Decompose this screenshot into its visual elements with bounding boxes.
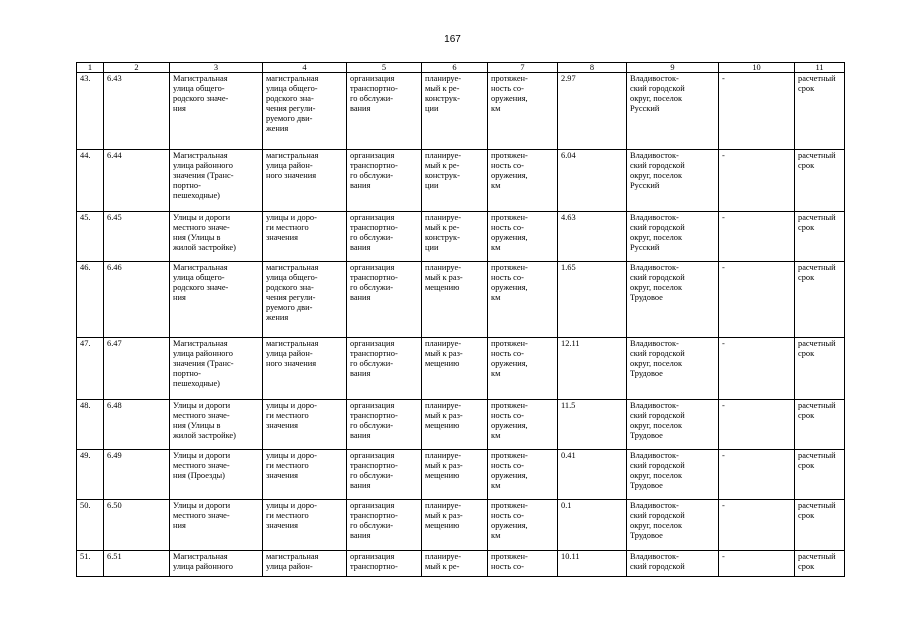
table-cell-col-3: Улицы и дороги местного значе- ния (Проезды)	[170, 450, 263, 500]
planning-table	[76, 62, 845, 577]
table-cell-col-11: расчетный срок	[795, 450, 845, 500]
table-row	[77, 450, 845, 500]
table-cell-col-1: 49.	[77, 450, 104, 500]
table-cell-col-6: планируе- мый к раз- мещению	[422, 500, 488, 551]
table-cell-col-9: Владивосток- ский городской округ, поселок Трудовое	[627, 400, 719, 450]
table-cell-col-5: организация транспортно- го обслужи- вания	[347, 450, 422, 500]
table-cell-col-1: 43.	[77, 73, 104, 150]
column-header-5: 5	[347, 63, 422, 73]
table-cell-col-5: организация транспортно- го обслужи- вания	[347, 212, 422, 262]
table-cell-col-5: организация транспортно- го обслужи- вания	[347, 500, 422, 551]
table-cell-col-3: Магистральная улица общего- родского значе- ния	[170, 262, 263, 338]
table-cell-col-10: -	[719, 338, 795, 400]
table-cell-col-7: протяжен- ность со- оружения, км	[488, 150, 558, 212]
table-row	[77, 400, 845, 450]
table-cell-col-2: 6.48	[104, 400, 170, 450]
table-cell-col-5: организация транспортно- го обслужи- вания	[347, 338, 422, 400]
table-cell-col-11: расчетный срок	[795, 400, 845, 450]
column-header-1: 1	[77, 63, 104, 73]
table-row	[77, 500, 845, 551]
table-cell-col-3: Улицы и дороги местного значе- ния (Улицы в жилой застройке)	[170, 212, 263, 262]
table-cell-col-8: 0.1	[558, 500, 627, 551]
table-cell-col-4: улицы и доро- ги местного значения	[263, 400, 347, 450]
table-cell-col-6: планируе- мый к ре-	[422, 551, 488, 577]
column-header-10: 10	[719, 63, 795, 73]
table-cell-col-10: -	[719, 500, 795, 551]
table-cell-col-9: Владивосток- ский городской округ, поселок Трудовое	[627, 262, 719, 338]
table-cell-col-4: магистральная улица район- ного значения	[263, 338, 347, 400]
table-cell-col-2: 6.43	[104, 73, 170, 150]
table-cell-col-8: 10.11	[558, 551, 627, 577]
table-cell-col-3: Улицы и дороги местного значе- ния	[170, 500, 263, 551]
table-cell-col-4: магистральная улица общего- родского зна- чения регули- руемого дви- жения	[263, 262, 347, 338]
table-cell-col-9: Владивосток- ский городской	[627, 551, 719, 577]
table-cell-col-9: Владивосток- ский городской округ, поселок Трудовое	[627, 338, 719, 400]
table-cell-col-4: магистральная улица район-	[263, 551, 347, 577]
table-cell-col-7: протяжен- ность со- оружения, км	[488, 450, 558, 500]
table-cell-col-1: 47.	[77, 338, 104, 400]
column-header-6: 6	[422, 63, 488, 73]
table-cell-col-8: 2.97	[558, 73, 627, 150]
table-cell-col-11: расчетный срок	[795, 212, 845, 262]
table-cell-col-2: 6.44	[104, 150, 170, 212]
table-cell-col-1: 46.	[77, 262, 104, 338]
table-cell-col-9: Владивосток- ский городской округ, поселок Трудовое	[627, 450, 719, 500]
table-body	[77, 73, 845, 577]
column-header-9: 9	[627, 63, 719, 73]
table-cell-col-8: 4.63	[558, 212, 627, 262]
table-cell-col-7: протяжен- ность со- оружения, км	[488, 73, 558, 150]
table-cell-col-3: Магистральная улица районного значения (Транс- портно- пешеходные)	[170, 150, 263, 212]
column-header-4: 4	[263, 63, 347, 73]
column-header-3: 3	[170, 63, 263, 73]
table-cell-col-5: организация транспортно- го обслужи- вания	[347, 150, 422, 212]
table-cell-col-8: 6.04	[558, 150, 627, 212]
table-row	[77, 262, 845, 338]
table-cell-col-11: расчетный срок	[795, 551, 845, 577]
column-header-11: 11	[795, 63, 845, 73]
table-cell-col-1: 48.	[77, 400, 104, 450]
table-cell-col-2: 6.50	[104, 500, 170, 551]
table-cell-col-2: 6.45	[104, 212, 170, 262]
table-cell-col-3: Магистральная улица общего- родского значе- ния	[170, 73, 263, 150]
table-cell-col-4: магистральная улица общего- родского зна- чения регули- руемого дви- жения	[263, 73, 347, 150]
table-cell-col-7: протяжен- ность со- оружения, км	[488, 262, 558, 338]
table-cell-col-11: расчетный срок	[795, 262, 845, 338]
table-cell-col-6: планируе- мый к раз- мещению	[422, 400, 488, 450]
table-cell-col-11: расчетный срок	[795, 73, 845, 150]
table-cell-col-7: протяжен- ность со- оружения, км	[488, 338, 558, 400]
column-header-2: 2	[104, 63, 170, 73]
table-cell-col-9: Владивосток- ский городской округ, поселок Русский	[627, 212, 719, 262]
table-cell-col-8: 1.65	[558, 262, 627, 338]
page-number: 167	[444, 34, 461, 45]
table-row	[77, 551, 845, 577]
table-cell-col-10: -	[719, 551, 795, 577]
table-cell-col-7: протяжен- ность со- оружения, км	[488, 500, 558, 551]
table-cell-col-1: 50.	[77, 500, 104, 551]
table-cell-col-3: Магистральная улица районного	[170, 551, 263, 577]
table-cell-col-10: -	[719, 73, 795, 150]
table-cell-col-7: протяжен- ность со-	[488, 551, 558, 577]
table-row	[77, 338, 845, 400]
table-row	[77, 150, 845, 212]
table-cell-col-11: расчетный срок	[795, 500, 845, 551]
table-cell-col-11: расчетный срок	[795, 338, 845, 400]
table-cell-col-3: Улицы и дороги местного значе- ния (Улицы в жилой застройке)	[170, 400, 263, 450]
table-cell-col-5: организация транспортно-	[347, 551, 422, 577]
table-row	[77, 73, 845, 150]
table-cell-col-10: -	[719, 262, 795, 338]
table-cell-col-4: улицы и доро- ги местного значения	[263, 500, 347, 551]
table-cell-col-9: Владивосток- ский городской округ, поселок Русский	[627, 73, 719, 150]
table-cell-col-7: протяжен- ность со- оружения, км	[488, 212, 558, 262]
table-cell-col-6: планируе- мый к раз- мещению	[422, 262, 488, 338]
table-cell-col-9: Владивосток- ский городской округ, поселок Трудовое	[627, 500, 719, 551]
column-header-row	[77, 63, 845, 73]
table-cell-col-10: -	[719, 150, 795, 212]
table-cell-col-2: 6.47	[104, 338, 170, 400]
table-cell-col-11: расчетный срок	[795, 150, 845, 212]
table-cell-col-2: 6.49	[104, 450, 170, 500]
table-cell-col-10: -	[719, 212, 795, 262]
table-row	[77, 212, 845, 262]
table-cell-col-10: -	[719, 450, 795, 500]
table-cell-col-8: 12.11	[558, 338, 627, 400]
table-cell-col-6: планируе- мый к ре- конструк- ции	[422, 73, 488, 150]
table-cell-col-6: планируе- мый к ре- конструк- ции	[422, 150, 488, 212]
table-cell-col-4: магистральная улица район- ного значения	[263, 150, 347, 212]
table-cell-col-4: улицы и доро- ги местного значения	[263, 212, 347, 262]
table-cell-col-4: улицы и доро- ги местного значения	[263, 450, 347, 500]
table-cell-col-7: протяжен- ность со- оружения, км	[488, 400, 558, 450]
table-cell-col-2: 6.51	[104, 551, 170, 577]
table-cell-col-1: 45.	[77, 212, 104, 262]
table-cell-col-6: планируе- мый к ре- конструк- ции	[422, 212, 488, 262]
table-cell-col-5: организация транспортно- го обслужи- вания	[347, 400, 422, 450]
table-cell-col-6: планируе- мый к раз- мещению	[422, 338, 488, 400]
table-cell-col-1: 51.	[77, 551, 104, 577]
column-header-7: 7	[488, 63, 558, 73]
table-cell-col-9: Владивосток- ский городской округ, поселок Русский	[627, 150, 719, 212]
table-cell-col-10: -	[719, 400, 795, 450]
table-cell-col-1: 44.	[77, 150, 104, 212]
table-cell-col-2: 6.46	[104, 262, 170, 338]
table-cell-col-8: 11.5	[558, 400, 627, 450]
table-cell-col-8: 0.41	[558, 450, 627, 500]
table-cell-col-6: планируе- мый к раз- мещению	[422, 450, 488, 500]
column-header-8: 8	[558, 63, 627, 73]
table-cell-col-3: Магистральная улица районного значения (Транс- портно- пешеходные)	[170, 338, 263, 400]
table-cell-col-5: организация транспортно- го обслужи- вания	[347, 262, 422, 338]
table-cell-col-5: организация транспортно- го обслужи- вания	[347, 73, 422, 150]
